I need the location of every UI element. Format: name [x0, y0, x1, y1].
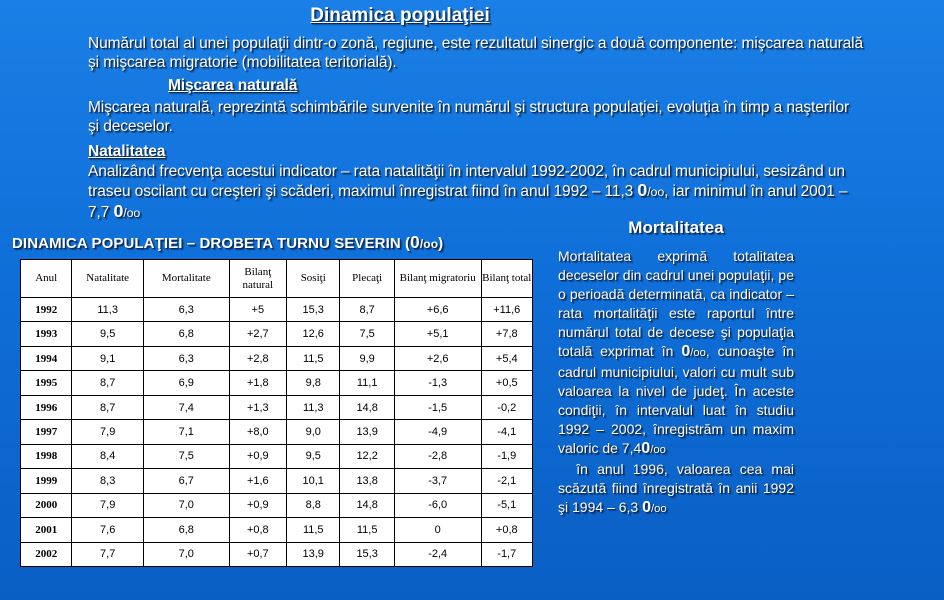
- table-cell: 8,7: [72, 395, 144, 419]
- table-body: [21, 298, 533, 567]
- table-row: [21, 493, 533, 517]
- natalitatea-heading-text: Natalitatea: [88, 143, 166, 160]
- table-row: [21, 395, 533, 419]
- table-cell: +6,6: [394, 298, 481, 322]
- table-row: [21, 542, 533, 566]
- table-cell: 9,5: [72, 322, 144, 346]
- natalitatea-text-part2: , iar minimul în anul 2001 – 7,7: [88, 183, 848, 221]
- table-cell: 8,7: [72, 371, 144, 395]
- table-cell: 7,0: [143, 542, 229, 566]
- table-cell: +2,7: [229, 322, 286, 346]
- natalitatea-heading: [8, 142, 864, 161]
- table-cell: 7,7: [72, 542, 144, 566]
- promille-sign: 0: [641, 439, 651, 457]
- table-row: [21, 371, 533, 395]
- table-cell: 6,3: [143, 298, 229, 322]
- table-cell: -5,1: [481, 493, 532, 517]
- table-cell: +7,8: [481, 322, 532, 346]
- population-table: [20, 259, 533, 567]
- table-cell: +5,4: [481, 346, 532, 370]
- table-cell: 7,5: [340, 322, 394, 346]
- table-cell: 11,3: [287, 395, 340, 419]
- table-cell: +8,0: [229, 420, 286, 444]
- mortalitatea-text-part1: Mortalitatea exprimă totalitatea deceselor din cadrul unei populaţii, pe o perioadă determinată, ca indicator – rata mortalităţii este raportul între numărul total de decese şi populaţia totală exprimat în: [558, 248, 794, 359]
- table-cell: -2,1: [481, 469, 532, 493]
- promille-sign-suffix: /oo: [650, 444, 666, 456]
- table-cell: 7,5: [143, 444, 229, 468]
- header-anul: Anul: [21, 260, 72, 298]
- table-cell: 8,3: [72, 469, 144, 493]
- table-cell: 15,3: [340, 542, 394, 566]
- table-cell: 9,5: [287, 444, 340, 468]
- table-cell: +0,9: [229, 493, 286, 517]
- header-sositi: Sosiţi: [287, 260, 340, 298]
- table-cell: 9,1: [72, 346, 144, 370]
- table-cell: 7,9: [72, 420, 144, 444]
- year-cell: 1998: [21, 444, 72, 468]
- table-row: [21, 298, 533, 322]
- table-cell: -2,4: [394, 542, 481, 566]
- table-cell: 11,5: [287, 346, 340, 370]
- table-cell: -3,7: [394, 469, 481, 493]
- natalitatea-text-part1: Analizând frecvenţa acestui indicator – rata natalităţii în intervalul 1992-2002, în cadrul municipiului, sesizând un traseu oscilant cu creşteri şi scăderi, maximul înregistrat fiind în anul 1992 – 11,3: [88, 163, 845, 200]
- table-cell: 6,7: [143, 469, 229, 493]
- table-title-text: DINAMICA POPULAŢIEI – DROBETA TURNU SEVERIN (: [12, 235, 411, 252]
- header-mortalitate: Mortalitate: [143, 260, 229, 298]
- page-title: Dinamica populaţiei: [310, 5, 490, 26]
- table-cell: 9,8: [287, 371, 340, 395]
- promille-sign-suffix: /oo: [690, 347, 706, 359]
- promille-sign-suffix: /oo: [647, 185, 665, 199]
- table-cell: -1,3: [394, 371, 481, 395]
- table-cell: +1,3: [229, 395, 286, 419]
- table-title-close: ): [438, 235, 444, 252]
- year-cell: 1994: [21, 346, 72, 370]
- table-row: [21, 346, 533, 370]
- table-cell: 11,1: [340, 371, 394, 395]
- table-cell: +5: [229, 298, 286, 322]
- table-cell: -2,8: [394, 444, 481, 468]
- mortalitatea-heading: Mortalitatea: [628, 218, 724, 237]
- mortalitatea-paragraph: [558, 247, 794, 519]
- table-cell: 6,9: [143, 371, 229, 395]
- promille-sign: 0: [681, 342, 691, 360]
- table-cell: 8,8: [287, 493, 340, 517]
- table-cell: +1,8: [229, 371, 286, 395]
- mortalitatea-text-part3: în anul 1996, valoarea cea mai scăzută fiind înregistrată în anii 1992 şi 1994 – 6,3: [558, 461, 794, 515]
- table-cell: -1,5: [394, 395, 481, 419]
- table-cell: 7,4: [143, 395, 229, 419]
- population-table-container: [20, 259, 533, 567]
- promille-sign-suffix: /oo: [123, 206, 141, 220]
- table-cell: 6,8: [143, 322, 229, 346]
- header-bilant-total: Bilanţ total: [481, 260, 532, 298]
- table-cell: 14,8: [340, 493, 394, 517]
- promille-sign: 0: [113, 201, 124, 221]
- table-cell: -1,7: [481, 542, 532, 566]
- table-cell: 13,9: [340, 420, 394, 444]
- miscarea-naturala-paragraph: Mişcarea naturală, reprezintă schimbările survenite în numărul şi structura populaţiei, evoluţia în timp a naşterilor şi deceselor.: [88, 99, 850, 135]
- table-cell: +2,8: [229, 346, 286, 370]
- header-bilant-natural: Bilanţ natural: [229, 260, 286, 298]
- table-row: [21, 322, 533, 346]
- table-cell: 7,9: [72, 493, 144, 517]
- header-natalitate: Natalitate: [72, 260, 144, 298]
- table-row: [21, 518, 533, 542]
- table-cell: 12,2: [340, 444, 394, 468]
- promille-sign: 0: [642, 498, 652, 516]
- table-header-row: [21, 260, 533, 298]
- table-cell: 7,6: [72, 518, 144, 542]
- year-cell: 2002: [21, 542, 72, 566]
- miscarea-naturala-heading-text: Mişcarea naturală: [168, 77, 298, 94]
- table-title: [12, 232, 443, 253]
- table-cell: 15,3: [287, 298, 340, 322]
- table-cell: +0,8: [481, 518, 532, 542]
- promille-sign: 0: [410, 232, 420, 252]
- table-cell: +0,9: [229, 444, 286, 468]
- table-cell: 9,0: [287, 420, 340, 444]
- table-cell: 13,8: [340, 469, 394, 493]
- table-cell: 0: [394, 518, 481, 542]
- table-cell: -1,9: [481, 444, 532, 468]
- table-cell: 8,4: [72, 444, 144, 468]
- year-cell: 1995: [21, 371, 72, 395]
- table-cell: +1,6: [229, 469, 286, 493]
- year-cell: 1999: [21, 469, 72, 493]
- table-cell: +0,5: [481, 371, 532, 395]
- table-cell: 10,1: [287, 469, 340, 493]
- year-cell: 1997: [21, 420, 72, 444]
- table-cell: -4,9: [394, 420, 481, 444]
- table-cell: +11,6: [481, 298, 532, 322]
- intro-paragraph: Numărul total al unei populaţii dintr-o zonă, regiune, este rezultatul sinergic a două componente: mişcarea naturală şi mişcarea migratorie (mobilitatea teritorială).: [88, 35, 864, 71]
- table-cell: -0,2: [481, 395, 532, 419]
- promille-sign-suffix: /oo: [651, 503, 667, 515]
- table-row: [21, 420, 533, 444]
- mortalitatea-text-part2: , cunoaşte în cadrul municipiului, valori cu mult sub valoarea la nivel de judeţ. În aceste condiţii, în intervalul luat în studiu 1992 – 2002, înregistrăm un maxim valoric de 7,4: [558, 343, 795, 456]
- natalitatea-paragraph: [8, 162, 864, 223]
- table-cell: 8,7: [340, 298, 394, 322]
- header-plecati: Plecaţi: [340, 260, 394, 298]
- table-cell: 14,8: [340, 395, 394, 419]
- table-cell: -4,1: [481, 420, 532, 444]
- promille-sign-suffix: /oo: [419, 237, 439, 251]
- year-cell: 2000: [21, 493, 72, 517]
- year-cell: 2001: [21, 518, 72, 542]
- table-cell: -6,0: [394, 493, 481, 517]
- table-cell: +5,1: [394, 322, 481, 346]
- year-cell: 1993: [21, 322, 72, 346]
- table-cell: 11,5: [340, 518, 394, 542]
- table-cell: +0,8: [229, 518, 286, 542]
- table-cell: 13,9: [287, 542, 340, 566]
- table-row: [21, 469, 533, 493]
- table-cell: 12,6: [287, 322, 340, 346]
- table-cell: 6,3: [143, 346, 229, 370]
- promille-sign: 0: [637, 180, 648, 200]
- table-cell: 6,8: [143, 518, 229, 542]
- table-cell: 7,1: [143, 420, 229, 444]
- table-cell: 7,0: [143, 493, 229, 517]
- table-cell: 9,9: [340, 346, 394, 370]
- table-cell: +2,6: [394, 346, 481, 370]
- year-cell: 1996: [21, 395, 72, 419]
- table-row: [21, 444, 533, 468]
- header-bilant-migratoriu: Bilanţ migratoriu: [394, 260, 481, 298]
- year-cell: 1992: [21, 298, 72, 322]
- table-cell: 11,5: [287, 518, 340, 542]
- table-cell: +0,7: [229, 542, 286, 566]
- table-cell: 11,3: [72, 298, 144, 322]
- miscarea-naturala-heading: [8, 76, 944, 95]
